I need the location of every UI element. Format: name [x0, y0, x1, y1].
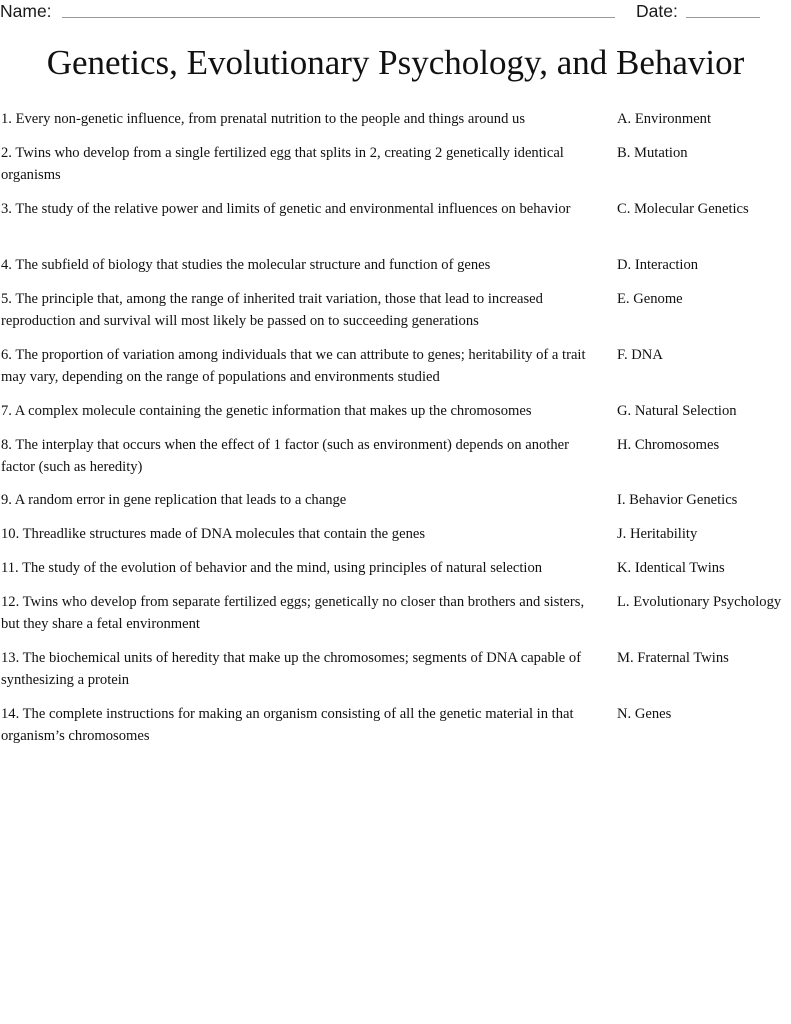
question-text: 11. The study of the evolution of behavior and the mind, using principles of natural selection	[1, 560, 543, 576]
answer-option: D. Interaction	[617, 257, 699, 273]
answer-option: G. Natural Selection	[617, 403, 737, 419]
question-text: 2. Twins who develop from a single fertilized egg that splits in 2, creating 2 genetically identical organisms	[1, 145, 564, 183]
question-text: 14. The complete instructions for making an organism consisting of all the genetic material in that organism’s chromosomes	[1, 706, 574, 744]
answer-option: C. Molecular Genetics	[617, 201, 749, 217]
answer-option: N. Genes	[617, 706, 672, 722]
question-text: 1. Every non-genetic influence, from prenatal nutrition to the people and things around us	[1, 111, 526, 127]
page-title: Genetics, Evolutionary Psychology, and Behavior	[46, 43, 745, 82]
answer-option: I. Behavior Genetics	[617, 492, 738, 508]
question-text: 4. The subfield of biology that studies the molecular structure and function of genes	[1, 257, 491, 273]
answer-option: H. Chromosomes	[617, 437, 720, 453]
question-text: 6. The proportion of variation among individuals that we can attribute to genes; heritability of a trait may vary, depending on the range of populations and environments studied	[1, 347, 586, 385]
question-text: 3. The study of the relative power and limits of genetic and environmental influences on behavior	[1, 201, 571, 217]
date-field-line[interactable]	[686, 17, 760, 18]
answer-option: K. Identical Twins	[617, 560, 725, 576]
question-text: 8. The interplay that occurs when the effect of 1 factor (such as environment) depends on another factor (such as heredity)	[1, 437, 570, 475]
answer-option: A. Environment	[617, 111, 712, 127]
question-text: 7. A complex molecule containing the genetic information that makes up the chromosomes	[1, 403, 532, 419]
header-row	[0, 0, 791, 26]
name-field-line[interactable]	[62, 17, 615, 18]
date-label: Date:	[636, 1, 678, 21]
question-text: 13. The biochemical units of heredity that make up the chromosomes; segments of DNA capable of synthesizing a protein	[1, 650, 582, 688]
question-text: 10. Threadlike structures made of DNA molecules that contain the genes	[1, 526, 426, 542]
answer-option: M. Fraternal Twins	[617, 650, 729, 666]
question-text: 5. The principle that, among the range of inherited trait variation, those that lead to increased reproduction and survival will most likely be passed on to succeeding generations	[1, 291, 543, 329]
answer-option: B. Mutation	[617, 145, 688, 161]
question-text: 12. Twins who develop from separate fertilized eggs; genetically no closer than brothers and sisters, but they share a fetal environment	[1, 594, 585, 632]
question-text: 9. A random error in gene replication that leads to a change	[1, 492, 347, 508]
name-label: Name:	[0, 1, 52, 21]
answer-option: J. Heritability	[617, 526, 698, 542]
answer-option: E. Genome	[617, 291, 683, 307]
answer-option: L. Evolutionary Psychology	[617, 594, 782, 610]
answer-option: F. DNA	[617, 347, 663, 363]
